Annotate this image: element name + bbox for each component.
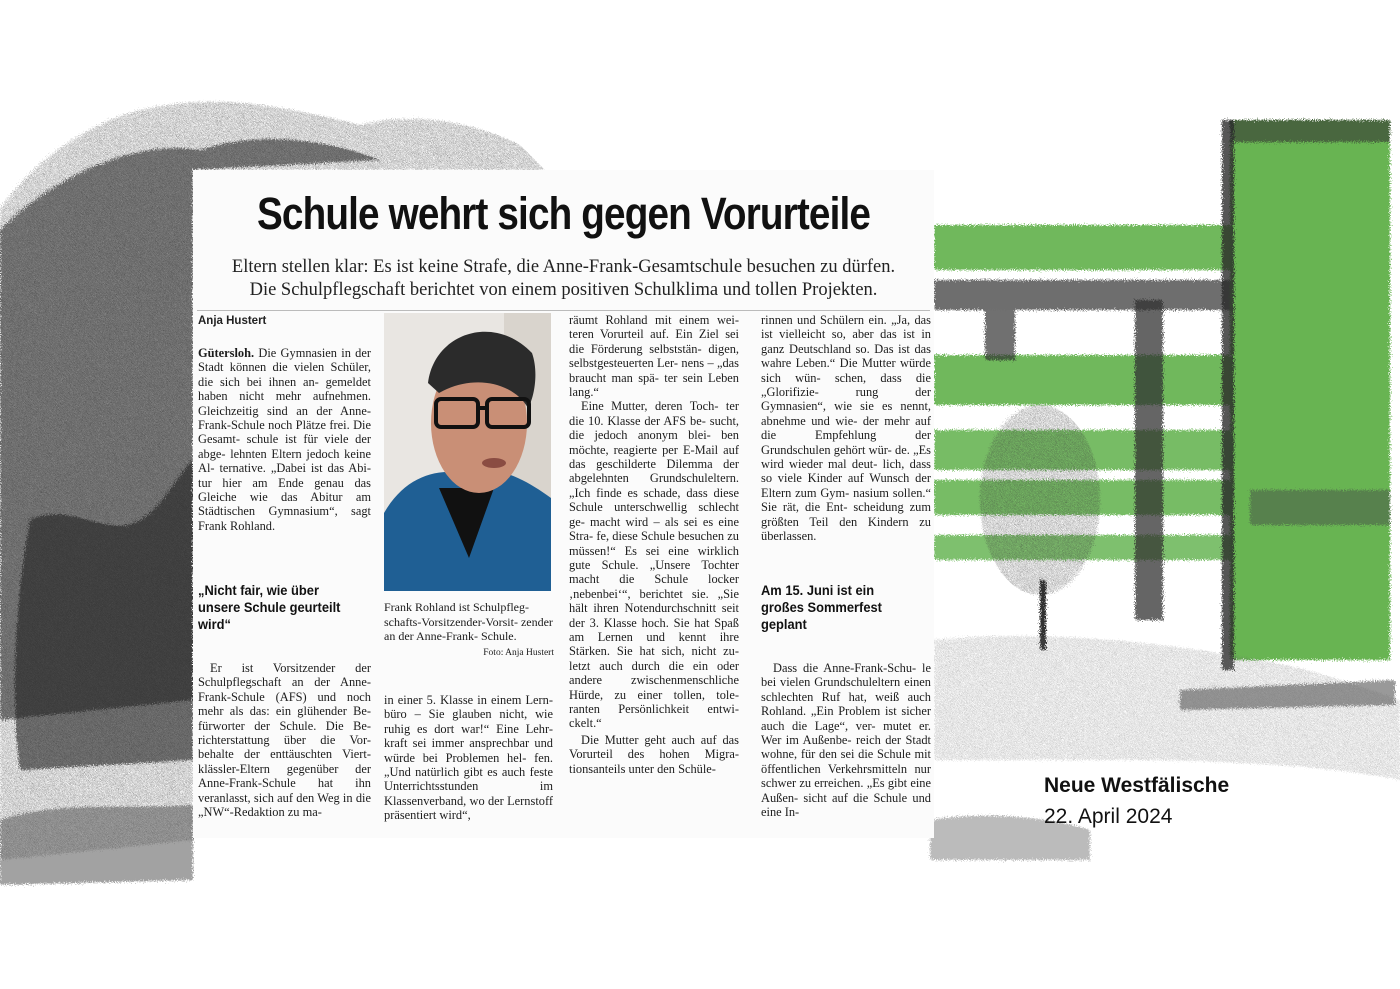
publication-date: 22. April 2024 bbox=[1044, 805, 1173, 828]
column-4-bottom bbox=[761, 661, 931, 819]
body-paragraph: Die Mutter geht auch auf das Vorurteil des hohen Migra- tionsanteils unter den Schüle- bbox=[569, 732, 739, 776]
author-byline: Anja Hustert bbox=[198, 315, 267, 327]
building-drawing bbox=[934, 120, 1400, 780]
body-paragraph: Eine Mutter, deren Toch- ter die 10. Klasse der AFS be- sucht, die jedoch anonym blei- ben möchte, reagierte per E-Mail auf das geschilderte Dilemma der abgelehnten Grundschuleltern. „Ich finde es schade, dass diese Schule unterschwellig schlecht ge- macht wird – als sei es eine Stra- fe, diese Schule besuchen zu müssen!“ Es sei eine wirklich gute Schule. „Unsere Tochter macht die Schule locker ‚nebenbei‘“, berichtet sie. „Sie hält ihren Notendurchschnitt seit der 3. Klasse hoch. Sie hat Spaß am Lernen und kennt ihre Stärken. Sie hat sich, nicht zu- letzt auch durch die ein oder andere zwischenmenschliche Hürde, zu einer tollen, tole- ranten Persönlichkeit entwi- ckelt.“ bbox=[569, 399, 739, 731]
column-3 bbox=[569, 313, 739, 776]
photo-credit: Foto: Anja Hustert bbox=[483, 647, 554, 658]
newspaper-name: Neue Westfälische bbox=[1044, 774, 1230, 797]
article-headline: Schule wehrt sich gegen Vorurteile bbox=[256, 188, 871, 239]
newspaper-clipping bbox=[193, 170, 934, 838]
body-paragraph: Dass die Anne-Frank-Schu- le bei vielen Grundschuleltern einen schlechten Ruf hat, weiß auch Rohland. „Ein Problem ist sicher auch die Lage“, ver- mutet er. Wer im Außenbe- reich der Stadt wohne, für den sei die Schule mit öffentlichen Verkehrsmitteln nur schwer zu erreichen. „Es gibt eine Außen- sicht auf die Schule und eine In- bbox=[761, 661, 931, 820]
subhead-line-1: Eltern stellen klar: Es ist keine Strafe, die Anne-Frank-Gesamtschule besuchen zu dürfen. bbox=[231, 257, 896, 277]
column-2-body bbox=[384, 693, 553, 823]
subhead-line-2: Die Schulpflegschaft berichtet von einem positiven Schulklima und tollen Projekten. bbox=[249, 280, 878, 300]
source-label bbox=[1044, 770, 1229, 832]
body-paragraph: in einer 5. Klasse in einem Lern- büro – Sie glauben nicht, wie ruhig es dort war!“ Eine Lehr- kraft sei immer ansprechbar und würde bei Problemen hel- fen. „Und natürlich gibt es auch feste Unterrichtsstunden im Klassenverband, wo der Lernstoff präsentiert wird“, bbox=[384, 693, 553, 823]
intertitle-1: „Nicht fair, wie über unsere Schule geurteilt wird“ bbox=[198, 582, 341, 632]
intro-paragraph: Die Gymnasien in der Stadt können die vielen Schüler, die sich bei ihnen an- gemeldet haben nicht mehr aufnehmen. Gleichzeitig sind an der Anne-Frank-Schule noch Plätze frei. Die Gesamt- schule ist für viele der abge- lehnten Eltern jedoch keine Al- ternative. „Dabei ist das Abi- tur hier am Ende genau das Gleiche wie das Abitur am Städtischen Gymnasium“, sagt Frank Rohland. bbox=[198, 346, 371, 533]
dateline: Gütersloh. bbox=[198, 346, 255, 360]
column-1-body bbox=[198, 661, 371, 819]
body-paragraph: rinnen und Schülern ein. „Ja, das ist vielleicht so, aber das ist in ganz Deutschland so. Das ist das wahre Leben.“ Die Mutter würde sich wün- schen, dass die „Glorifizie- rung der Gymnasien“, wie sie es nennt, abnehme und wie- der mehr auf die Empfehlung der Grundschulen gehört wür- de. „Es wird wieder mal deut- lich, dass so viele Kinder auf Wunsch der Eltern zum Gym- nasium sollen.“ Sie rät, die Ent- scheidung zum größten Teil den Kindern zu überlassen. bbox=[761, 313, 931, 544]
divider bbox=[197, 310, 930, 311]
column-4-top bbox=[761, 313, 931, 544]
article-subheadline bbox=[193, 256, 934, 302]
portrait-photo bbox=[384, 313, 551, 591]
photo-caption: Frank Rohland ist Schulpfleg- schafts-Vorsitzender-Vorsit- zender an der Anne-Frank- Schule. Foto: Anja Hustert bbox=[384, 600, 554, 660]
intertitle-2: Am 15. Juni ist ein großes Sommerfest geplant bbox=[761, 582, 882, 632]
column-1-intro bbox=[198, 346, 371, 533]
body-paragraph: räumt Rohland mit einem wei- teren Vorurteil auf. Ein Ziel sei die Förderung selbststän- digen, selbstgesteuerten Ler- nens – „das braucht man spä- ter sein Leben lang.“ bbox=[569, 313, 739, 400]
body-paragraph: Er ist Vorsitzender der Schulpflegschaft an der Anne- Frank-Schule (AFS) und noch mehr als das: ein glühender Be- fürworter der Schule. Die Be- richterstattung über die Vor- behalte der enttäuschten Viert- klässler-Eltern gegenüber der Anne-Frank-Schule hat ihn veranlasst, sich auf den Weg in die „NW“-Redaktion zu ma- bbox=[198, 661, 371, 820]
